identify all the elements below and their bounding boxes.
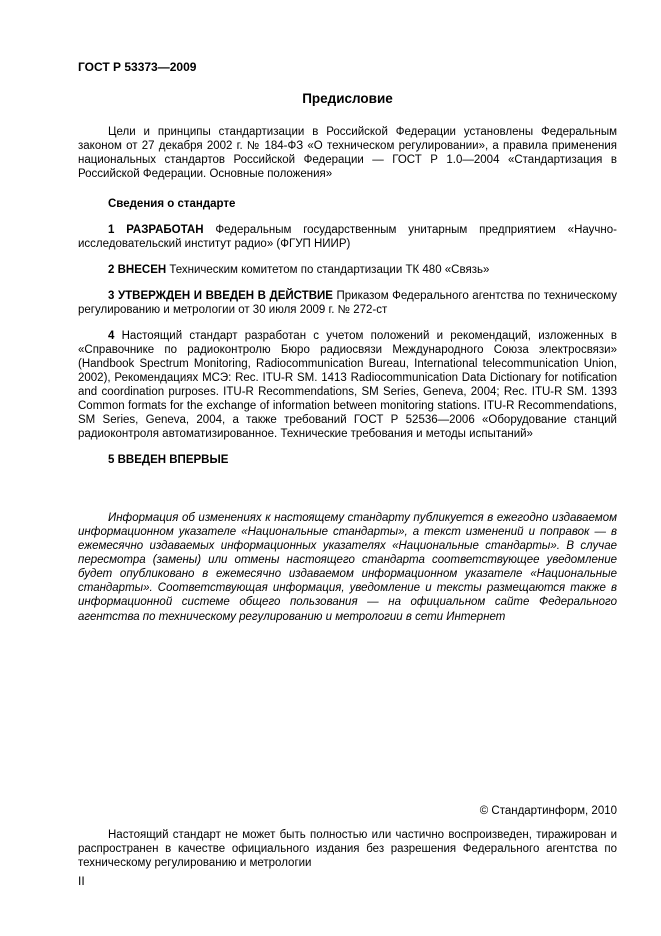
item-number: 5 — [108, 454, 115, 467]
intro-paragraph: Цели и принципы стандартизации в Российской Федерации установлены Федеральным законом от 27 декабря 2002 г. № 184-ФЗ «О техническом регулировании», а правила применения национальных стандартов Российской Федерации — ГОСТ Р 1.0—2004 «Стандартизация в Российской Федерации. Основные положения» — [78, 126, 617, 181]
item-keyword: РАЗРАБОТАН — [126, 224, 204, 237]
list-item — [78, 263, 617, 277]
section-heading: Сведения о стандарте — [108, 198, 236, 211]
item-text: Техническим комитетом по стандартизации ТК 480 «Связь» — [169, 264, 490, 277]
list-item — [78, 223, 617, 251]
item-text: Приказом Федерального агентства по техническому регулированию и метрологии от 30 июля 2009 г. № 272-ст — [78, 290, 617, 317]
item-number: 2 — [108, 264, 115, 277]
restriction-paragraph: Настоящий стандарт не может быть полностью или частично воспроизведен, тиражирован и распространен в качестве официального издания без разрешения Федерального агентства по техническому регулированию и метрологии — [78, 829, 617, 870]
list-item — [78, 329, 617, 441]
standard-info-list — [78, 223, 617, 467]
amendments-notice: Информация об изменениях к настоящему стандарту публикуется в ежегодно издаваемом информационном указателе «Национальные стандарты», а текст изменений и поправок — в ежемесячно издаваемых информационных указателях «Национальные стандарты». В случае пересмотра (замены) или отмены настоящего стандарта соответствующее уведомление будет опубликовано в ежемесячно издаваемом информационном указателе «Национальные стандарты». Соответствующая информация, уведомление и тексты размещаются также в информационной системе общего пользования — на официальном сайте Федерального агентства по техническому регулированию и метрологии в сети Интернет — [78, 512, 617, 623]
item-text: Настоящий стандарт разработан с учетом положений и рекомендаций, изложенных в «Справочнике по радиоконтролю Бюро радиосвязи Международного Союза электросвязи» (Handbook Spectrum Monitoring, Radiocommunication Bureau, International telecommunication Union, 2002), Рекомендациях МСЭ: Rec. ITU-R SM. 1413 Radiocommunication Data Dictionary for notification and coordination purposes. ITU-R Recommendations, SM Series, Geneva, 2004; Rec. ITU-R SM. 1393 Common formats for the exchange of information between monitoring stations. ITU-R Recommendations, SM Series, Geneva, 2004, а также требований ГОСТ Р 52536—2006 «Оборудование станций радиоконтроля автоматизированное. Технические требования и методы испытаний» — [78, 330, 617, 441]
item-keyword: УТВЕРЖДЕН И ВВЕДЕН В ДЕЙСТВИЕ — [117, 290, 333, 303]
page-title: Предисловие — [302, 90, 393, 106]
page-number: II — [78, 874, 85, 888]
item-keyword: ВВЕДЕН ВПЕРВЫЕ — [117, 454, 229, 467]
list-item — [78, 453, 617, 467]
copyright-line: © Стандартинформ, 2010 — [479, 805, 617, 817]
item-number: 4 — [108, 330, 115, 343]
item-text: Федеральным государственным унитарным предприятием «Научно-исследовательский институт радио» (ФГУП НИИР) — [78, 224, 617, 251]
item-number: 1 — [108, 224, 115, 237]
item-keyword: ВНЕСЕН — [117, 264, 167, 277]
doc-code: ГОСТ Р 53373—2009 — [78, 60, 197, 74]
list-item — [78, 289, 617, 317]
item-number: 3 — [108, 290, 115, 303]
